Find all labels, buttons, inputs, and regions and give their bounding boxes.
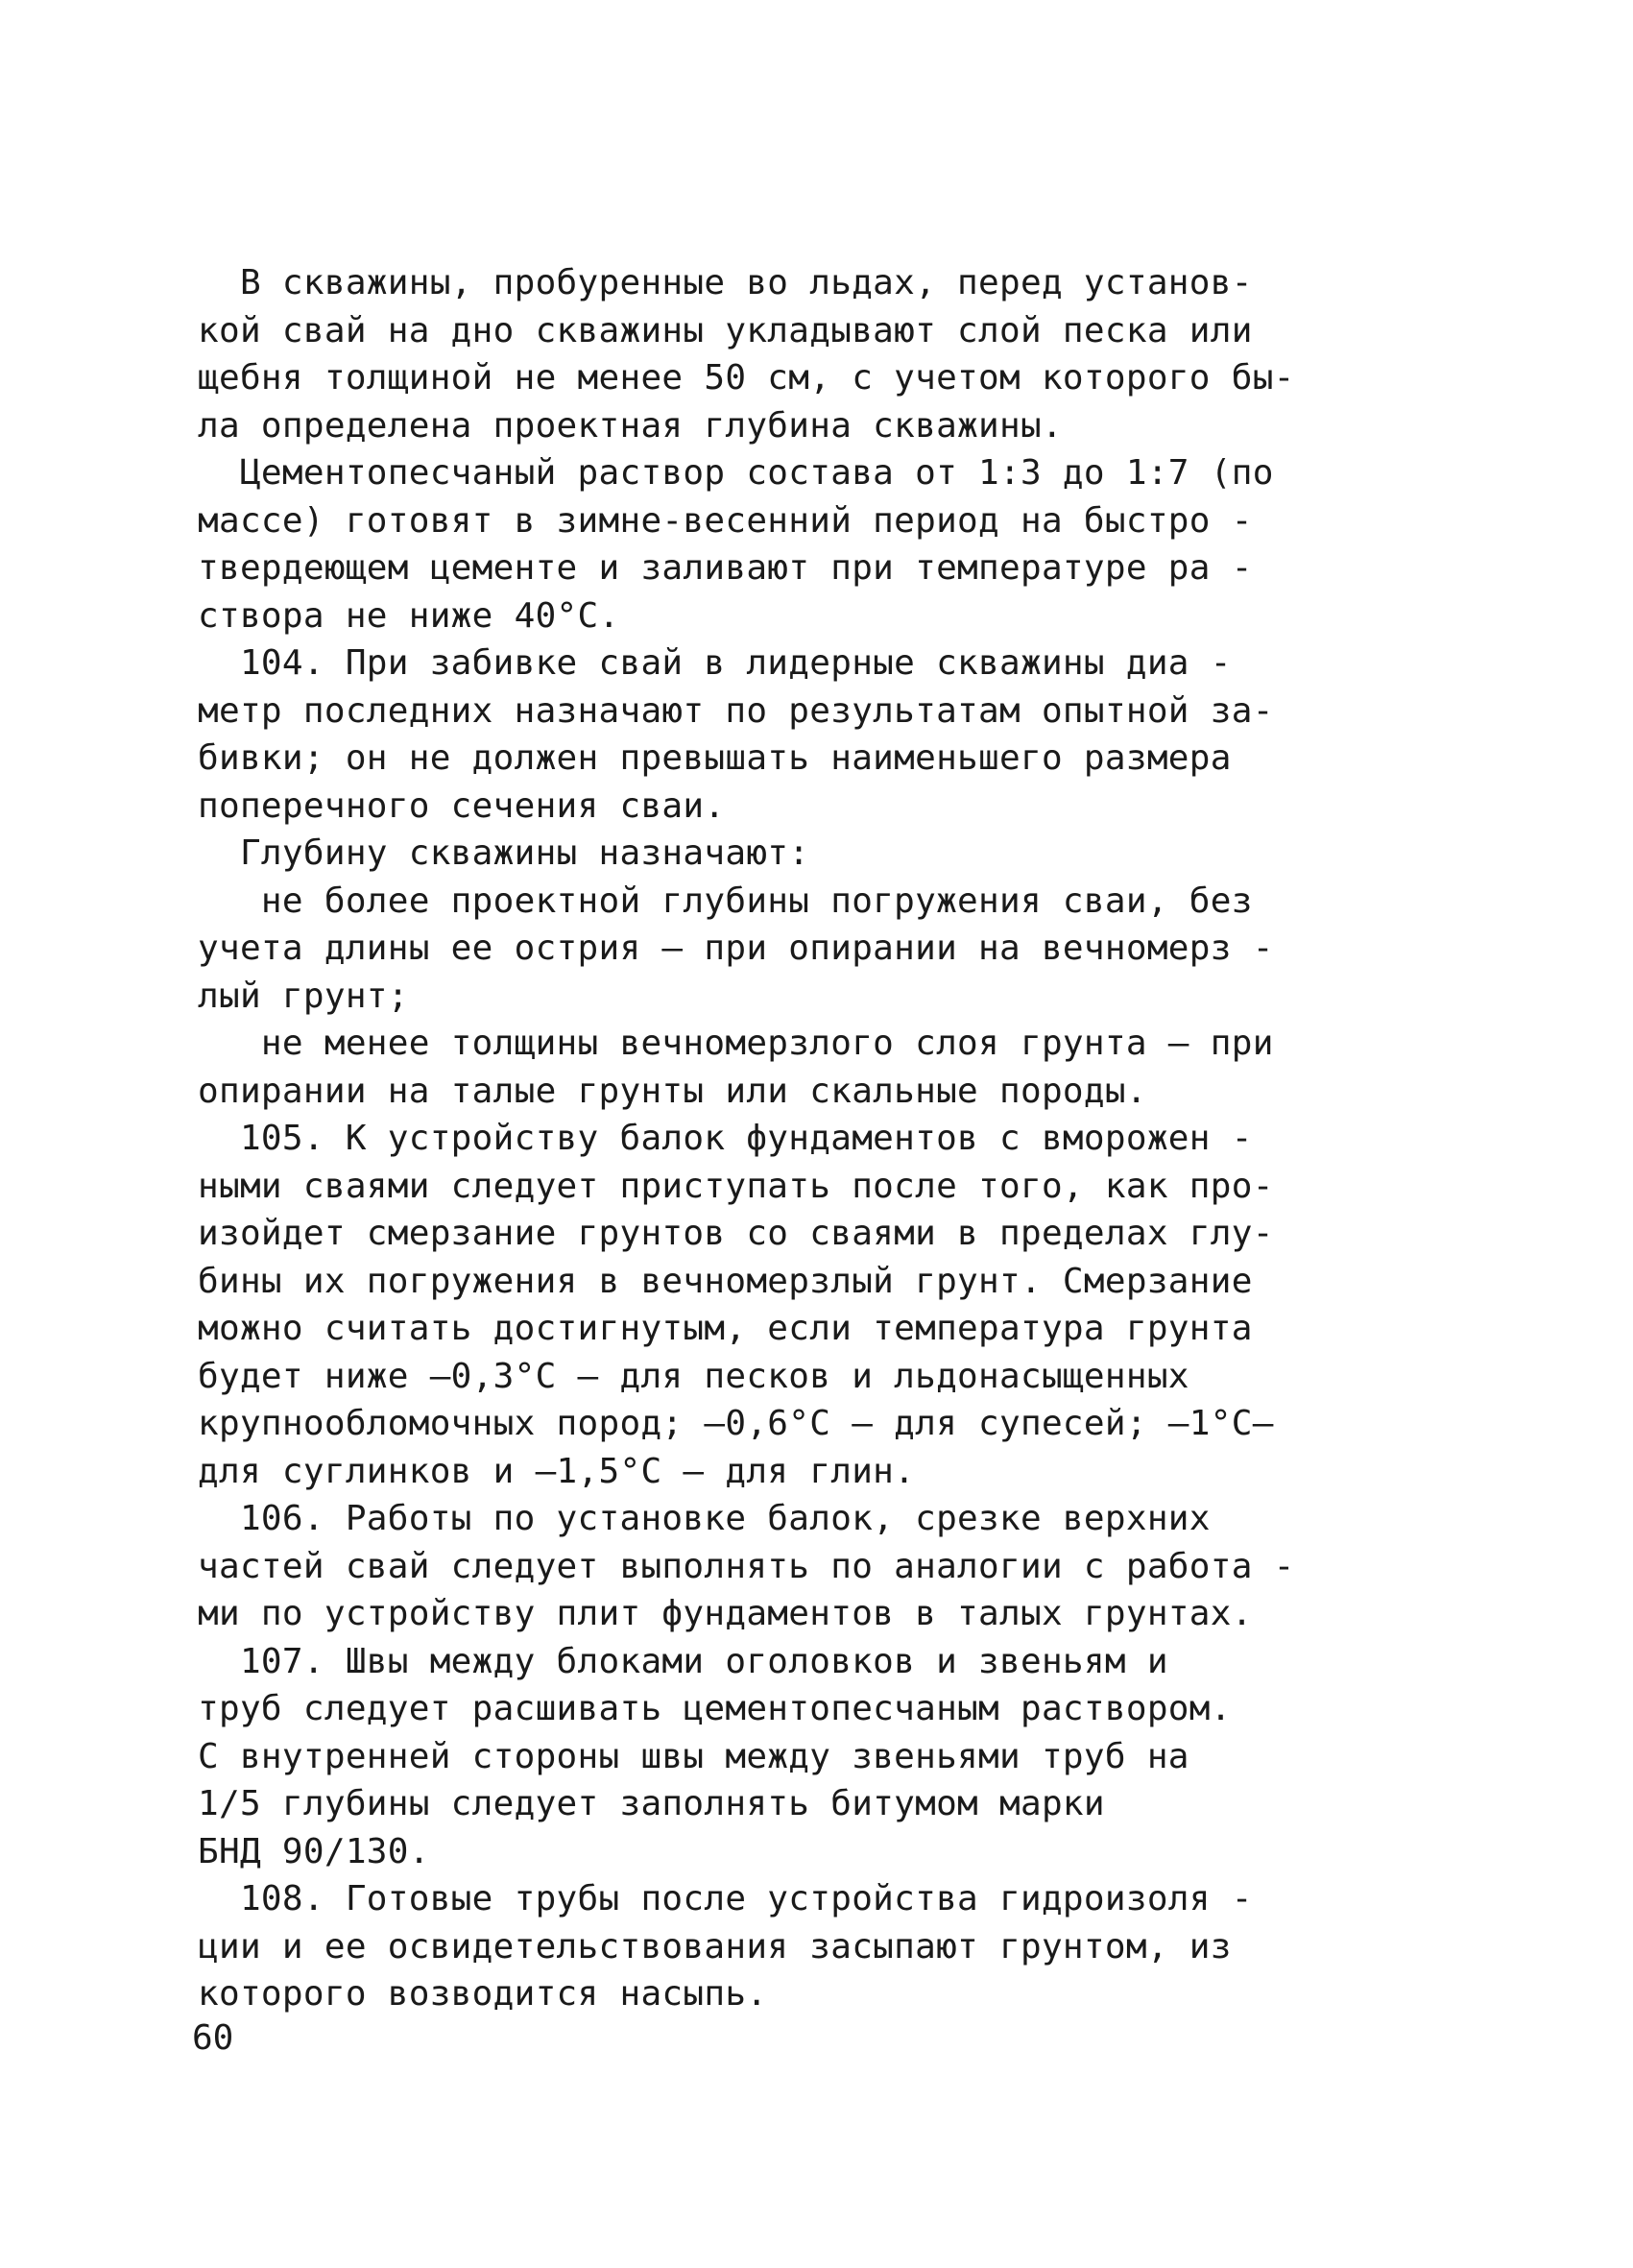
text-line: метр последних назначают по результатам опытной за- (198, 690, 1274, 731)
text-line: труб следует расшивать цементопесчаным раствором. (198, 1689, 1232, 1728)
text-line: можно считать достигнутым, если температура грунта (198, 1309, 1253, 1348)
text-line: С внутренней стороны швы между звеньями труб на (198, 1736, 1189, 1776)
text-line: которого возводится насыпь. (198, 1974, 768, 2014)
text-line: ми по устройству плит фундаментов в талых грунтах. (198, 1594, 1253, 1633)
text-line: БНД 90/130. (198, 1831, 430, 1871)
text-line: В скважины, пробуренные во льдах, перед установ- (198, 263, 1253, 302)
text-line: не более проектной глубины погружения сваи, без (198, 881, 1253, 921)
text-line: будет ниже –0,3°С – для песков и льдонасыщенных (198, 1356, 1189, 1396)
text-line: бины их погружения в вечномерзлый грунт. Смерзание (198, 1261, 1253, 1301)
text-line: крупнообломочных пород; –0,6°С – для супесей; –1°С– (198, 1404, 1274, 1443)
text-line: массе) готовят в зимне-весенний период на быстро - (198, 500, 1253, 541)
text-line: кой свай на дно скважины укладывают слой песка или (198, 310, 1253, 350)
text-line: 1/5 глубины следует заполнять битумом марки (198, 1784, 1105, 1823)
text-line: опирании на талые грунты или скальные породы. (198, 1071, 1147, 1111)
text-line: Глубину скважины назначают: (198, 833, 810, 873)
text-line: лый грунт; (198, 976, 409, 1016)
text-line: поперечного сечения сваи. (198, 785, 726, 826)
text-line: 108. Готовые трубы после устройства гидроизоля - (198, 1879, 1253, 1918)
text-line: твердеющем цементе и заливают при температуре ра - (198, 548, 1253, 588)
text-line: для суглинков и –1,5°С – для глин. (198, 1451, 916, 1491)
text-line: ции и ее освидетельствования засыпают грунтом, из (198, 1926, 1232, 1966)
text-line: 104. При забивке свай в лидерные скважины диа - (198, 643, 1232, 683)
text-line: не менее толщины вечномерзлого слоя грунта – при (198, 1024, 1274, 1063)
text-line: изойдет смерзание грунтов со сваями в пределах глу- (198, 1214, 1274, 1253)
text-line: 106. Работы по установке балок, срезке верхних (198, 1499, 1211, 1538)
text-line: учета длины ее острия – при опирании на вечномерз - (198, 929, 1274, 968)
text-line: 105. К устройству балок фундаментов с вморожен - (198, 1119, 1253, 1158)
text-line: Цементопесчаный раствор состава от 1:3 до 1:7 (по (198, 453, 1274, 493)
text-line: частей свай следует выполнять по аналогии с работа - (198, 1546, 1295, 1586)
text-line: бивки; он не должен превышать наименьшего размера (198, 738, 1232, 778)
text-line: ными сваями следует приступать после того, как про- (198, 1166, 1274, 1206)
page-number: 60 (192, 2018, 234, 2058)
text-line: щебня толщиной не менее 50 см, с учетом которого бы- (198, 358, 1295, 398)
text-line: створа не ниже 40°С. (198, 595, 620, 636)
text-line: 107. Швы между блоками оголовков и звеньям и (198, 1641, 1168, 1681)
text-line: ла определена проектная глубина скважины. (198, 405, 1063, 446)
page-body (198, 259, 1412, 2018)
